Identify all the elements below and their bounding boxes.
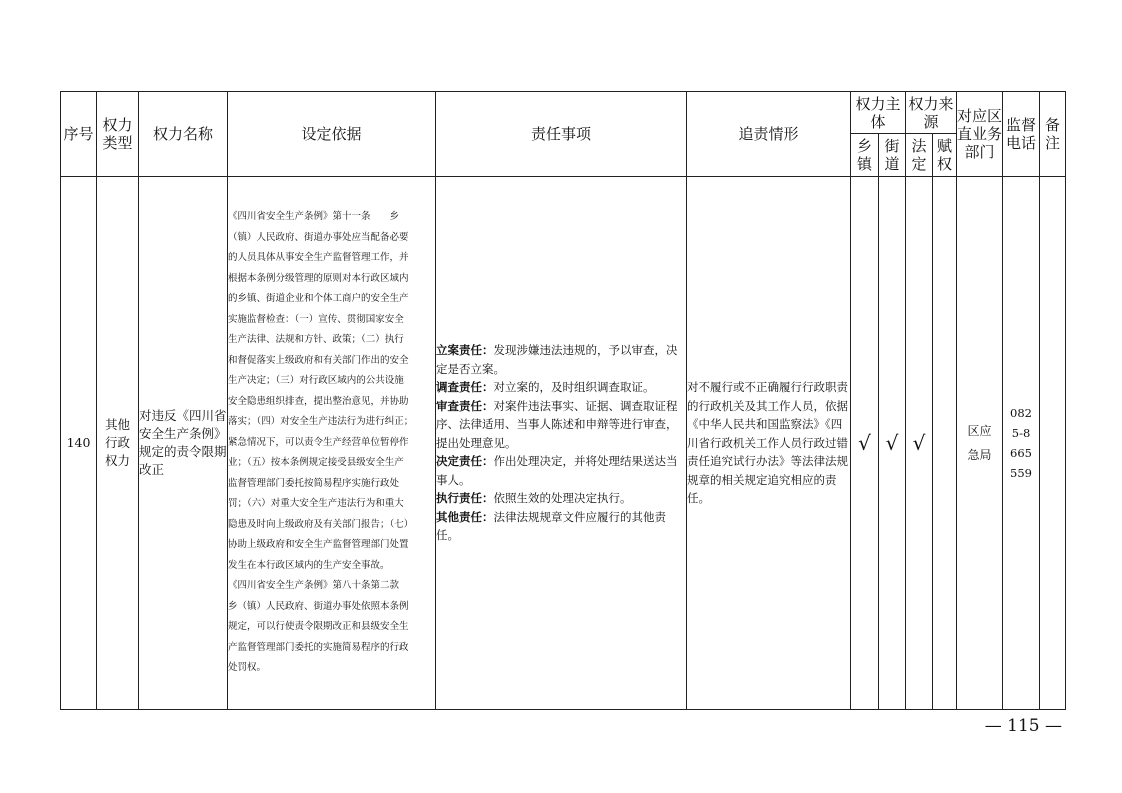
header-source: 权力来源 xyxy=(906,92,957,134)
phone-line: 559 xyxy=(1010,466,1032,480)
duty-item xyxy=(436,397,686,453)
basis-line: 《四川省安全生产条例》第八十条第二款 xyxy=(228,580,400,592)
header-dept: 对应区直业务部门 xyxy=(957,92,1003,177)
header-liability: 追责情形 xyxy=(687,92,851,177)
cell-duty xyxy=(436,177,687,710)
header-seq: 序号 xyxy=(61,92,97,177)
header-source-legal: 法定 xyxy=(906,134,933,177)
header-phone: 监督电话 xyxy=(1003,92,1040,177)
basis-line: 协助上级政府和安全生产监督管理部门处置 xyxy=(228,539,409,551)
basis-line: 产监督管理部门委托的实施简易程序的行政 xyxy=(228,641,409,653)
cell-name: 对违反《四川省安全生产条例》规定的责令限期改正 xyxy=(139,177,228,710)
cell-basis xyxy=(228,177,436,710)
header-subject: 权力主体 xyxy=(851,92,906,134)
basis-line: 罚；（六）对重大安全生产违法行为和重大 xyxy=(228,498,404,510)
duty-text: 法律法规规章文件应履行的其他责任。 xyxy=(436,509,666,543)
duty-item xyxy=(436,341,686,378)
cell-phone xyxy=(1003,177,1040,710)
header-source-grant: 赋权 xyxy=(933,134,957,177)
basis-line: 隐患及时向上级政府及有关部门报告；（七） xyxy=(228,518,414,530)
header-type: 权力类型 xyxy=(97,92,139,177)
basis-text xyxy=(228,207,435,679)
basis-line: 的人员具体从事安全生产监督管理工作，并 xyxy=(228,252,409,264)
phone-line: 665 xyxy=(1010,446,1032,460)
header-name: 权力名称 xyxy=(139,92,228,177)
cell-seq: 140 xyxy=(61,177,97,710)
basis-line: 监督管理部门委托按简易程序实施行政处 xyxy=(228,477,400,489)
basis-line: 实施监督检查：（一）宣传、贯彻国家安全 xyxy=(228,313,404,325)
duty-item xyxy=(436,508,686,545)
header-duty: 责任事项 xyxy=(436,92,687,177)
basis-line: （镇）人民政府、街道办事处应当配备必要 xyxy=(228,231,409,243)
basis-line: 和督促落实上级政府和有关部门作出的安全 xyxy=(228,354,409,366)
duty-text: 依照生效的处理决定执行。 xyxy=(493,491,632,506)
table-row xyxy=(61,177,1066,710)
phone-line: 082 xyxy=(1010,406,1032,420)
phone-line: 5-8 xyxy=(1011,426,1031,440)
cell-subject-street: √ xyxy=(879,177,906,710)
basis-line: 规定，可以行使责令限期改正和县级安全生 xyxy=(228,621,409,633)
duty-text: 对立案的，及时组织调查取证。 xyxy=(493,380,655,395)
basis-line: 生产决定；（三）对行政区域内的公共设施 xyxy=(228,375,404,387)
duty-label: 其他责任： xyxy=(436,509,494,524)
basis-line: 根据本条例分级管理的原则对本行政区域内 xyxy=(228,272,409,284)
basis-line: 落实；（四）对安全生产违法行为进行纠正； xyxy=(228,416,414,428)
duty-text: 作出处理决定，并将处理结果送达当事人。 xyxy=(436,454,678,487)
basis-line: 发生在本行政区域内的生产安全事故。 xyxy=(228,559,390,571)
phone-number xyxy=(1003,403,1039,483)
duty-item xyxy=(436,378,686,397)
header-row xyxy=(61,92,1066,134)
duty-text: 发现涉嫌违法违规的，予以审查，决定是否立案。 xyxy=(436,343,678,376)
duty-label: 执行责任： xyxy=(436,491,494,506)
basis-line: 紧急情况下，可以责令生产经营单位暂停作 xyxy=(228,436,409,448)
duty-label: 调查责任： xyxy=(436,380,494,395)
cell-dept: 区应急局 xyxy=(957,177,1003,710)
basis-line: 《四川省安全生产条例》第十一条 乡 xyxy=(228,211,400,223)
basis-line: 安全隐患组织排查，提出整治意见，并协助 xyxy=(228,395,409,407)
duty-label: 立案责任： xyxy=(436,343,494,358)
basis-line: 生产法律、法规和方针、政策；（二）执行 xyxy=(228,334,404,346)
power-list-table xyxy=(60,91,1066,710)
duty-label: 审查责任： xyxy=(436,398,494,413)
cell-source-grant xyxy=(933,177,957,710)
duty-label: 决定责任： xyxy=(436,454,494,469)
header-remark: 备注 xyxy=(1040,92,1066,177)
basis-line: 的乡镇、街道企业和个体工商户的安全生产 xyxy=(228,293,409,305)
basis-line: 乡（镇）人民政府、街道办事处依照本条例 xyxy=(228,600,409,612)
cell-type: 其他行政权力 xyxy=(97,177,139,710)
cell-remark xyxy=(1040,177,1066,710)
cell-subject-town: √ xyxy=(851,177,879,710)
header-subject-town: 乡镇 xyxy=(851,134,879,177)
duty-list xyxy=(436,341,686,545)
header-subject-street: 街道 xyxy=(879,134,906,177)
cell-liability: 对不履行或不正确履行行政职责的行政机关及其工作人员，依据《中华人民共和国监察法》《四川省行政机关工作人员行政过错责任追究试行办法》等法律法规规章的相关规定追究相应的责任。 xyxy=(687,177,851,710)
basis-line: 业；（五）按本条例规定接受县级安全生产 xyxy=(228,457,404,469)
header-basis: 设定依据 xyxy=(228,92,436,177)
duty-item xyxy=(436,489,686,508)
page-number: — 115 — xyxy=(984,716,1062,736)
duty-text: 对案件违法事实、证据、调查取证程序、法律适用、当事人陈述和申辩等进行审查，提出处理意见。 xyxy=(436,398,678,450)
cell-source-legal: √ xyxy=(906,177,933,710)
duty-item xyxy=(436,452,686,489)
basis-line: 处罚权。 xyxy=(228,662,267,674)
